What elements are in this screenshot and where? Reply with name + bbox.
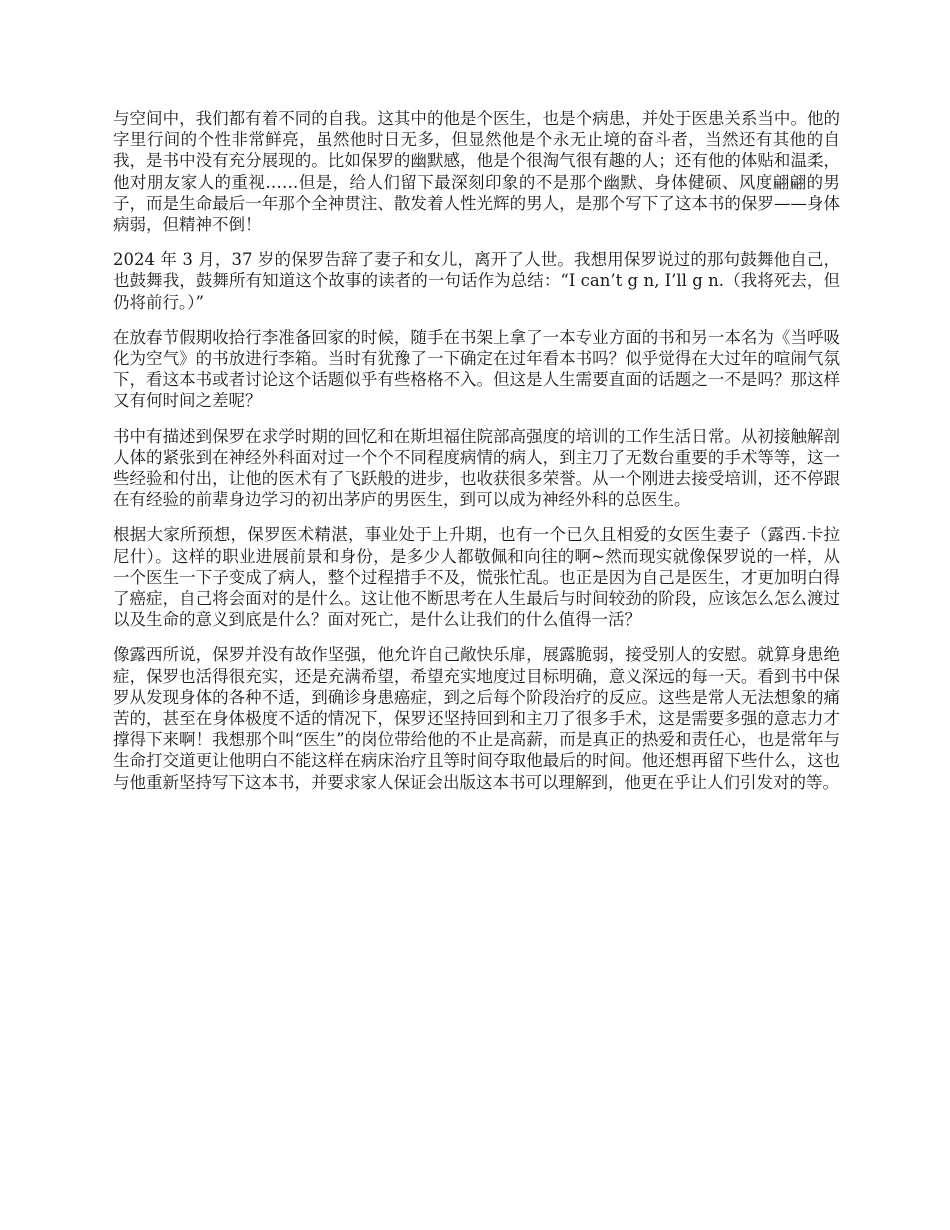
paragraph-6: 像露西所说，保罗并没有故作坚强，他允许自己敞快乐扉，展露脆弱，接受别人的安慰。就算身患绝症，保罗也活得很充实，还是充满希望，希望充实地度过目标明确，意义深远的每一天。看到书中保罗从发现身体的各种不适，到确诊身患癌症，到之后每个阶段治疗的反应。这些是常人无法想象的痛苦的，甚至在身体极度不适的情况下，保罗还坚持回到和主刀了很多手术，这是需要多强的意志力才撑得下来啊！我想那个叫“医生”的岗位带给他的不止是高薪，而是真正的热爱和责任心，也是常年与生命打交道更让他明白不能这样在病床治疗且等时间夺取他最后的时间。他还想再留下些什么，这也与他重新坚持写下这本书，并要求家人保证会出版这本书可以理解到，他更在乎让人们引发对的等。 — [113, 645, 840, 792]
paragraph-1: 与空间中，我们都有着不同的自我。这其中的他是个医生，也是个病患，并处于医患关系当中。他的字里行间的个性非常鲜亮，虽然他时日无多，但显然他是个永无止境的奋斗者，当然还有其他的自我，是书中没有充分展现的。比如保罗的幽默感，他是个很淘气很有趣的人；还有他的体贴和温柔，他对朋友家人的重视……但是，给人们留下最深刻印象的不是那个幽默、身体健硕、风度翩翩的男子，而是生命最后一年那个全神贯注、散发着人性光辉的男人，是那个写下了这本书的保罗——身体病弱，但精神不倒！ — [113, 109, 840, 235]
document-body — [113, 108, 840, 807]
paragraph-2: 2024 年 3 月，37 岁的保罗告辞了妻子和女儿，离开了人世。我想用保罗说过的那句鼓舞他自己，也鼓舞我，鼓舞所有知道这个故事的读者的一句话作为总结：“I can’t g n, I’ll g n.（我将死去，但仍将前行。）” — [113, 250, 840, 312]
paragraph-3: 在放春节假期收拾行李准备回家的时候，随手在书架上拿了一本专业方面的书和另一本名为《当呼吸化为空气》的书放进行李箱。当时有犹豫了一下确定在过年看本书吗？似乎觉得在大过年的喧闹气氛下，看这本书或者讨论这个话题似乎有些格格不入。但这是人生需要直面的话题之一不是吗？那这样又有何时间之差呢？ — [113, 327, 840, 411]
paragraph-4: 书中有描述到保罗在求学时期的回忆和在斯坦福住院部高强度的培训的工作生活日常。从初接触解剖人体的紧张到在神经外科面对过一个个不同程度病情的病人，到主刀了无数台重要的手术等等，这一些经验和付出，让他的医术有了飞跃般的进步，也收获很多荣誉。从一个刚进去接受培训，还不停跟在有经验的前辈身边学习的初出茅庐的男医生，到可以成为神经外科的总医生。 — [113, 426, 840, 510]
paragraph-5: 根据大家所预想，保罗医术精湛，事业处于上升期，也有一个已久且相爱的女医生妻子（露西.卡拉尼什）。这样的职业进展前景和身份，是多少人都敬佩和向往的啊~然而现实就像保罗说的一样，从一个医生一下子变成了病人，整个过程措手不及，慌张忙乱。也正是因为自己是医生，才更加明白得了癌症，自己将会面对的是什么。这让他不断思考在人生最后与时间较劲的阶段，应该怎么怎么渡过以及生命的意义到底是什么？面对死亡，是什么让我们的什么值得一活？ — [113, 525, 840, 630]
